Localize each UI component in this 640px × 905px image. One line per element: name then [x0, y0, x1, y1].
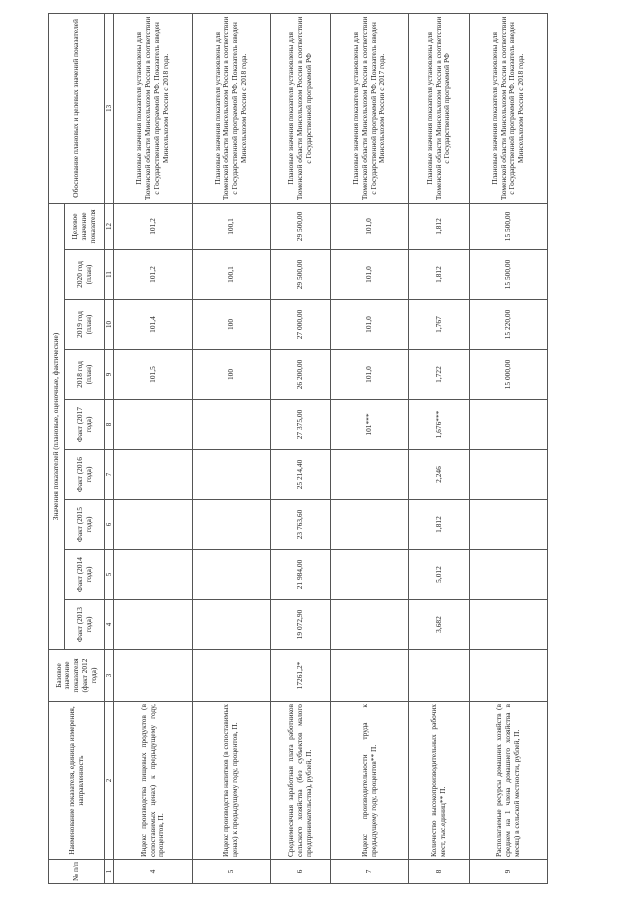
column-number: 3 [105, 650, 114, 702]
row-name: Среднемесячная заработная плата работников сельского хозяйства (без субъектов малого предпринимательства), рублей, П. [270, 702, 330, 860]
row-basis: Плановые значения показателя установлены для Тюменской области Минсельхозом России в соответствии с Государственной программой РФ [409, 13, 469, 203]
row-value [469, 400, 547, 450]
row-value [469, 500, 547, 550]
row-num: 5 [192, 860, 270, 884]
table-row [114, 13, 192, 883]
row-num: 7 [331, 860, 409, 884]
table-row [331, 13, 409, 883]
header-year: 2020 год (план) [65, 250, 105, 300]
row-base [331, 650, 409, 702]
row-basis: Плановые значения показателя установлены для Тюменской области Минсельхозом России в соответствии с Государственной программой РФ. Показатель введен Минсельхозом России с 2017 года. [331, 13, 409, 203]
row-value [114, 500, 192, 550]
row-value: 101,4 [114, 300, 192, 350]
header-basis: Обоснование плановых и целевых значений показателей [49, 13, 105, 203]
row-target: 100,1 [192, 203, 270, 249]
header-year: Факт (2017 года) [65, 400, 105, 450]
row-name: Количество высокопроизводительных рабочих мест, тыс.единиц** П. [409, 702, 469, 860]
row-value: 101,0 [331, 350, 409, 400]
row-value [192, 600, 270, 650]
row-value: 100,1 [192, 250, 270, 300]
header-year: 2019 год (план) [65, 300, 105, 350]
row-value: 100 [192, 300, 270, 350]
header-name: Наименование показателя, единица измерения, направленность [49, 702, 105, 860]
row-value: 101,2 [114, 250, 192, 300]
row-basis: Плановые значения показателя установлены для Тюменской области Минсельхозом России в соответствии с Государственной программой РФ. Показатель введен Минсельхозом России с 2018 года. [192, 13, 270, 203]
row-num: 6 [270, 860, 330, 884]
row-value [114, 600, 192, 650]
row-value: 15 220,00 [469, 300, 547, 350]
row-value: 21 984,00 [270, 550, 330, 600]
row-value: 27 375,00 [270, 400, 330, 450]
row-value: 29 500,00 [270, 250, 330, 300]
column-number: 12 [105, 203, 114, 249]
row-base [192, 650, 270, 702]
row-target: 101,0 [331, 203, 409, 249]
row-value [192, 400, 270, 450]
rotated-table-wrapper [48, 14, 548, 884]
column-number: 13 [105, 13, 114, 203]
row-value: 25 214,40 [270, 450, 330, 500]
header-year: Факт (2014 года) [65, 550, 105, 600]
column-number: 11 [105, 250, 114, 300]
header-base: Базовое значение показателя (факт 2012 года) [49, 650, 105, 702]
row-value: 15 000,00 [469, 350, 547, 400]
table-row [192, 13, 270, 883]
row-value: 101*** [331, 400, 409, 450]
row-value: 1,812 [409, 500, 469, 550]
header-year: Факт (2015 года) [65, 500, 105, 550]
table-row [409, 13, 469, 883]
row-value [331, 550, 409, 600]
row-value [114, 400, 192, 450]
row-value [469, 600, 547, 650]
row-value: 101,0 [331, 300, 409, 350]
row-target: 29 500,00 [270, 203, 330, 249]
row-value [114, 550, 192, 600]
table-row [270, 13, 330, 883]
column-number: 8 [105, 400, 114, 450]
header-target: Целевое значение показателя [65, 203, 105, 249]
row-value [192, 550, 270, 600]
row-value: 27 000,00 [270, 300, 330, 350]
row-target: 15 500,00 [469, 203, 547, 249]
row-value: 5,012 [409, 550, 469, 600]
row-num: 9 [469, 860, 547, 884]
row-base [409, 650, 469, 702]
column-numbers-row [105, 13, 114, 883]
header-values-group: Значения показателей (плановые, оценочные, фактические) [49, 203, 65, 649]
row-value: 1,722 [409, 350, 469, 400]
row-basis: Плановые значения показателя установлены для Тюменской области Минсельхозом России в соответствии с Государственной программой РФ. Показатель введен Минсельхозом России с 2018 года. [114, 13, 192, 203]
row-value: 100 [192, 350, 270, 400]
column-number: 1 [105, 860, 114, 884]
row-value [192, 450, 270, 500]
row-value: 1,812 [409, 250, 469, 300]
row-value: 1,767 [409, 300, 469, 350]
row-base [114, 650, 192, 702]
row-name: Индекс производства напитков (в сопоставимых ценах) к предыдущему году, процентов, П. [192, 702, 270, 860]
row-target: 1,812 [409, 203, 469, 249]
row-num: 8 [409, 860, 469, 884]
column-number: 10 [105, 300, 114, 350]
row-name: Индекс производительности труда к предыдущему году, процентов** П. [331, 702, 409, 860]
indicators-table [48, 13, 548, 884]
row-value [331, 600, 409, 650]
header-num: № п/п [49, 860, 105, 884]
row-basis: Плановые значения показателя установлены для Тюменской области Минсельхозом России в соответствии с Государственной программой РФ. Показатель введен Минсельхозом России с 2018 года. [469, 13, 547, 203]
column-number: 9 [105, 350, 114, 400]
row-value [331, 500, 409, 550]
row-value: 2,246 [409, 450, 469, 500]
column-number: 6 [105, 500, 114, 550]
row-value: 101,5 [114, 350, 192, 400]
row-target: 101,2 [114, 203, 192, 249]
row-num: 4 [114, 860, 192, 884]
row-value: 1,676*** [409, 400, 469, 450]
row-value: 15 500,00 [469, 250, 547, 300]
row-value: 23 763,60 [270, 500, 330, 550]
column-number: 5 [105, 550, 114, 600]
row-base: 17261,2* [270, 650, 330, 702]
row-value: 19 072,90 [270, 600, 330, 650]
row-value: 26 200,00 [270, 350, 330, 400]
header-year: Факт (2016 года) [65, 450, 105, 500]
row-basis: Плановые значения показателя установлены для Тюменской области Минсельхозом России в соответствии с Государственной программой РФ [270, 13, 330, 203]
row-base [469, 650, 547, 702]
row-value [114, 450, 192, 500]
row-name: Индекс производства пищевых продуктов (в сопоставимых ценах) к предыдущему году, процентов, П. [114, 702, 192, 860]
row-value: 101,0 [331, 250, 409, 300]
row-value: 3,682 [409, 600, 469, 650]
row-value [331, 450, 409, 500]
column-number: 4 [105, 600, 114, 650]
header-year: Факт (2013 года) [65, 600, 105, 650]
column-number: 7 [105, 450, 114, 500]
table-row [469, 13, 547, 883]
row-name: Располагаемые ресурсы домашних хозяйств (в среднем на 1 члена домашнего хозяйства в месяц) в сельской местности, рублей, П. [469, 702, 547, 860]
row-value [469, 550, 547, 600]
row-value [192, 500, 270, 550]
row-value [469, 450, 547, 500]
header-year: 2018 год (план) [65, 350, 105, 400]
column-number: 2 [105, 702, 114, 860]
